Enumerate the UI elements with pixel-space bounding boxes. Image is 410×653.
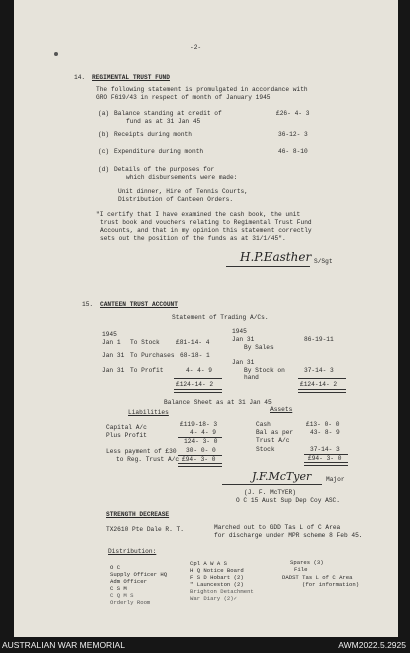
left-row-2-date: Jan 31 (102, 352, 125, 359)
certification-1: "I certify that I have examined the cash book, the unit (96, 211, 301, 218)
item-a-amount: £26- 4- 3 (276, 110, 310, 117)
certification-3: Accounts, and that in my opinion this statement correctly (100, 227, 312, 234)
right-row-1-amount: 86-19-11 (304, 336, 334, 343)
item-c-amount: 46- 8-10 (278, 148, 308, 155)
dist-col2-2: H Q Notice Board (190, 567, 244, 574)
asset-balance-amount: 43- 8- 9 (310, 429, 340, 436)
right-row-1-date: Jan 31 (232, 336, 255, 343)
section-14-number: 14. (74, 74, 86, 81)
dist-col1-1: O C (110, 564, 121, 571)
left-total: £124-14- 2 (176, 381, 214, 388)
liab-profit: Plus Profit (106, 432, 147, 439)
section-15-signer-rank: Major (326, 476, 345, 483)
liab-subtotal: 124- 3- 0 (184, 438, 218, 445)
strength-entry: TX2610 Pte Dale R. T. (106, 526, 184, 533)
section-15-signer-name: (J. F. McTYER) (244, 489, 296, 496)
left-total-double-rule (174, 389, 222, 393)
dist-col2-1: Cpl A W A S (190, 560, 227, 567)
liab-capital: Capital A/c (106, 424, 147, 431)
asset-stock-amount: 37-14- 3 (310, 446, 340, 453)
certification-2: trust book and vouchers relating to Regimental Trust Fund (100, 219, 312, 226)
left-row-1-date: Jan 1 (102, 339, 121, 346)
dist-col1-2: Supply Officer HQ (110, 571, 168, 578)
left-row-3-date: Jan 31 (102, 367, 125, 374)
item-d-detail-1: Unit dinner, Hire of Tennis Courts, (118, 188, 248, 195)
section-15-title: CANTEEN TRUST ACCOUNT (100, 301, 178, 308)
asset-cash-amount: £13- 0- 0 (306, 421, 340, 428)
asset-total: £94- 3- 0 (308, 455, 342, 462)
liab-profit-amount: 4- 4- 9 (190, 429, 216, 436)
item-d-label: (d) (98, 166, 110, 173)
liabilities-heading: Liabilities (128, 409, 169, 416)
punch-hole (54, 52, 58, 56)
right-total: £124-14- 2 (300, 381, 338, 388)
liab-less-1: Less payment of £30 (106, 448, 177, 455)
liab-less-amount: 30- 0- 0 (186, 447, 216, 454)
dist-col1-5: C Q M S (110, 592, 134, 599)
dist-col2-3: F S D Hobart (2) (190, 574, 244, 581)
section-14-signer-rank: S/Sgt (314, 258, 333, 265)
strength-decrease-title: STRENGTH DECREASE (106, 511, 170, 518)
right-row-2-date: Jan 31 (232, 359, 255, 366)
dist-col1-3: Adm Officer (110, 578, 147, 585)
item-a-label: (a) (98, 110, 110, 117)
right-total-rule (298, 378, 346, 379)
section-14-intro-2: GRO F619/43 in respect of month of January 1945 (96, 94, 271, 101)
item-d-text-2: which disbursements were made: (126, 174, 238, 181)
left-year: 1945 (102, 331, 117, 338)
section-15-signer-unit: O C 15 Aust Sup Dep Coy ASC. (236, 497, 340, 504)
assets-heading: Assets (270, 406, 293, 413)
left-row-3-item: To Profit (130, 367, 164, 374)
signature-line-14 (226, 266, 310, 267)
section-14-signature: H.P.Easther (240, 250, 312, 264)
liab-less-2: to Reg. Trust A/c (116, 456, 180, 463)
left-row-3-amount: 4- 4- 9 (186, 367, 212, 374)
liab-total-double-rule (178, 463, 222, 467)
asset-balance-1: Bal as per (256, 429, 294, 436)
dist-col3-info: (for information) (302, 581, 360, 588)
dist-col2-5: Brighton Detachment (190, 588, 254, 595)
dist-col2-6: War Diary (2)✓ (190, 595, 238, 602)
asset-cash: Cash (256, 421, 271, 428)
asset-stock: Stock (256, 446, 275, 453)
left-row-2-amount: 68-18- 1 (180, 352, 210, 359)
dist-col1-6: Orderly Room (110, 599, 151, 606)
trading-statement-title: Statement of Trading A/Cs. (172, 314, 269, 321)
page-number: -2- (190, 44, 202, 51)
right-total-double-rule (298, 389, 346, 393)
asset-total-double-rule (304, 462, 348, 466)
item-b-amount: 36-12- 3 (278, 131, 308, 138)
signature-line-15 (222, 484, 322, 485)
balance-sheet-title: Balance Sheet as at 31 Jan 45 (164, 399, 272, 406)
footer-catalogue-number: AWM2022.5.2925 (338, 640, 406, 650)
dist-col2-4: " Launceston (2) (190, 581, 244, 588)
dist-col3-spares: Spares (3) (290, 559, 324, 566)
right-row-1-item: By Sales (244, 344, 274, 351)
item-b-label: (b) (98, 131, 110, 138)
liab-total: £94- 3- 0 (182, 456, 216, 463)
left-row-1-amount: £81-14- 4 (176, 339, 210, 346)
right-year: 1945 (232, 328, 247, 335)
strength-detail-2: for discharge under MPR scheme 8 Feb 45. (214, 532, 363, 539)
item-b-text: Receipts during month (114, 131, 192, 138)
left-row-2-item: To Purchases (130, 352, 175, 359)
section-15-signature: J.F.McTyer (252, 470, 312, 483)
dist-col3-dadst: DADST Tas L of C Area (282, 574, 353, 581)
left-total-rule (174, 378, 222, 379)
document-page (14, 0, 398, 637)
distribution-title: Distribution: (108, 548, 157, 555)
strength-detail-1: Marched out to GDD Tas L of C Area (214, 524, 341, 531)
item-a-text-2: fund as at 31 Jan 45 (126, 118, 201, 125)
dist-col1-4: C S M (110, 585, 127, 592)
section-15-number: 15. (82, 301, 94, 308)
section-14-title: REGIMENTAL TRUST FUND (92, 74, 170, 81)
certification-4: sets out the position of the funds as at 31/1/45". (100, 235, 286, 242)
item-d-text-1: Details of the purposes for (114, 166, 215, 173)
footer-archive-name: AUSTRALIAN WAR MEMORIAL (2, 640, 125, 650)
dist-col3-file: File (294, 566, 308, 573)
item-c-label: (c) (98, 148, 110, 155)
asset-balance-2: Trust A/c (256, 437, 290, 444)
right-row-2-item: By Stock on hand (244, 367, 285, 381)
liab-capital-amount: £119-18- 3 (180, 421, 218, 428)
item-a-text-1: Balance standing at credit of (114, 110, 222, 117)
left-row-1-item: To Stock (130, 339, 160, 346)
section-14-intro-1: The following statement is promulgated in accordance with (96, 86, 308, 93)
item-d-detail-2: Distribution of Canteen Orders. (118, 196, 234, 203)
item-c-text: Expenditure during month (114, 148, 204, 155)
right-row-2-amount: 37-14- 3 (304, 367, 334, 374)
